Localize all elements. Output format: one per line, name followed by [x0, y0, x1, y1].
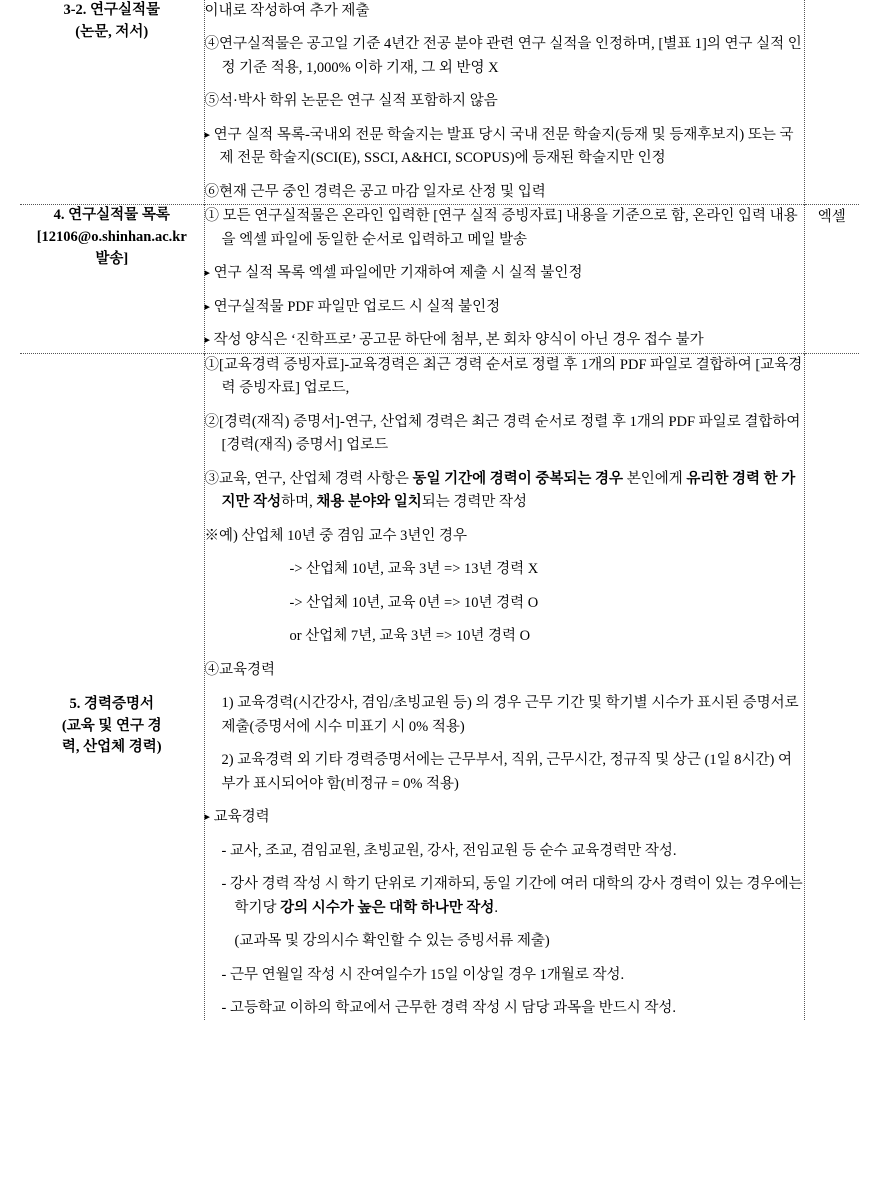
row-label-research-output — [20, 0, 204, 205]
row-label-line: 발송] — [95, 250, 129, 267]
edu-item-rich — [205, 873, 804, 920]
body-line-rich-overlap — [205, 468, 804, 515]
numbered-line: 2) 교육경력 외 기타 경력증명서에는 근무부서, 직위, 근무시간, 정규직 및 상근 (1일 8시간) 여부가 표시되어야 함(비정규 = 0% 적용) — [221, 752, 792, 792]
body-line: 이내로 작성하여 추가 제출 — [204, 3, 370, 19]
body-line — [205, 124, 804, 171]
edu-item: - 근무 연월일 작성 시 잔여일수가 15일 이상일 경우 1개월로 작성. — [221, 966, 625, 983]
rich-tail: 되는 경력만 작성 — [421, 494, 528, 511]
row-label-line: (논문, 저서) — [75, 23, 149, 40]
body-line-text: 연구 실적 목록 엑셀 파일에만 기재하여 제출 시 실적 불인정 — [213, 265, 583, 282]
body-line: ②[경력(재직) 증명서]-연구, 산업체 경력은 최근 경력 순서로 정렬 후 1개의 PDF 파일로 결합하여 [경력(재직) 증명서] 업로드 — [204, 413, 801, 454]
rich-mid-1: 본인에게 — [623, 470, 687, 487]
body-line-text: 연구 실적 목록-국내외 전문 학술지는 발표 당시 국내 전문 학술지(등재 및 등재후보지) 또는 국제 전문 학술지(SCI(E), SSCI, A&HCI, SCOPUS)에 등재된 학술지만 인정 — [213, 126, 794, 167]
edu-item-pre: - 강사 경력 작성 시 학기 단위로 기재하되, 동일 기간에 여러 대학의 강사 경력이 있는 경우에는 학기당 — [221, 876, 803, 916]
body-line: ① 모든 연구실적물은 온라인 입력한 [연구 실적 증빙자료] 내용을 기준으로 함, 온라인 입력 내용을 엑셀 파일에 동일한 순서로 입력하고 메일 발송 — [204, 208, 798, 248]
body-line: ④교육경력 — [204, 661, 276, 678]
edu-item: - 교사, 조교, 겸임교원, 초빙교원, 강사, 전임교원 등 순수 교육경력만 작성. — [221, 842, 677, 859]
row-label-email: [12106@o.shinhan.ac.kr — [36, 229, 187, 246]
arrow-bullet-icon: ▸ — [204, 810, 211, 824]
row-note-career-certificate — [804, 353, 859, 1020]
row-label-line: 3-2. 연구실적물 — [63, 2, 161, 18]
row-note-research-output — [804, 0, 859, 205]
table-row — [20, 353, 859, 1020]
arrow-bullet-icon: ▸ — [204, 266, 211, 280]
row-label-line: (교육 및 연구 경 — [61, 717, 162, 734]
rich-bold-3: 채용 분야와 일치 — [316, 494, 422, 511]
row-label-output-list — [20, 205, 204, 353]
row-label-career-certificate — [20, 353, 204, 1020]
body-line: ④연구실적물은 공고일 기준 4년간 전공 분야 관련 연구 실적을 인정하며, [별표 1]의 연구 실적 인정 기준 적용, 1,000% 이하 기재, 그 외 반영 X — [204, 36, 802, 76]
arrow-bullet-icon: ▸ — [204, 333, 211, 347]
edu-heading — [205, 806, 804, 829]
body-line-text: 연구실적물 PDF 파일만 업로드 시 실적 불인정 — [213, 298, 501, 315]
row-body-career-certificate — [204, 353, 804, 1020]
body-line — [205, 296, 804, 319]
edu-heading-text: 교육경력 — [213, 809, 270, 826]
body-line-text: 작성 양식은 ‘진학프로’ 공고문 하단에 첨부, 본 회차 양식이 아닌 경우 접수 불가 — [213, 332, 704, 349]
edu-item-post: . — [494, 899, 499, 916]
body-line: ⑥현재 근무 중인 경력은 공고 마감 일자로 산정 및 입력 — [204, 183, 546, 200]
edu-item: - 고등학교 이하의 학교에서 근무한 경력 작성 시 담당 과목을 반드시 작성. — [221, 999, 677, 1016]
edu-item-note: (교과목 및 강의시수 확인할 수 있는 증빙서류 제출) — [234, 933, 550, 950]
row-label-line: 력, 산업체 경력) — [61, 739, 162, 756]
arrow-bullet-icon: ▸ — [204, 299, 211, 313]
example-line: or 산업체 7년, 교육 3년 => 10년 경력 O — [289, 628, 531, 645]
row-body-research-output — [204, 0, 804, 205]
numbered-line: 1) 교육경력(시간강사, 겸임/초빙교원 등) 의 경우 근무 기간 및 학기별 시수가 표시된 증명서로 제출(증명서에 시수 미표기 시 0% 적용) — [221, 695, 799, 735]
arrow-bullet-icon: ▸ — [204, 127, 211, 141]
rich-bold-1: 동일 기간에 경력이 중복되는 경우 — [412, 470, 624, 487]
table-row — [20, 205, 859, 353]
requirements-table — [20, 0, 859, 1020]
body-line: ⑤석·박사 학위 논문은 연구 실적 포함하지 않음 — [204, 93, 498, 110]
rich-mid-2: 하며, — [281, 494, 317, 511]
row-note-excel: 엑셀 — [804, 205, 859, 353]
row-label-line: 5. 경력증명서 — [69, 695, 155, 712]
example-line: -> 산업체 10년, 교육 3년 => 13년 경력 X — [289, 561, 539, 578]
edu-item-bold: 강의 시수가 높은 대학 하나만 작성 — [280, 899, 495, 916]
body-line — [205, 329, 804, 352]
example-intro: ※예) 산업체 10년 중 겸임 교수 3년인 경우 — [204, 527, 468, 544]
body-line: ①[교육경력 증빙자료]-교육경력은 최근 경력 순서로 정렬 후 1개의 PDF 파일로 결합하여 [교육경력 증빙자료] 업로드, — [204, 356, 803, 397]
row-label-line: 4. 연구실적물 목록 — [53, 207, 170, 224]
rich-bold-2: 유리한 경력 한 가지만 작성 — [221, 470, 796, 511]
table-row — [20, 0, 859, 205]
body-line — [205, 262, 804, 285]
rich-lead: ③교육, 연구, 산업체 경력 사항은 — [204, 470, 413, 487]
example-line: -> 산업체 10년, 교육 0년 => 10년 경력 O — [289, 594, 539, 611]
row-body-output-list — [204, 205, 804, 353]
